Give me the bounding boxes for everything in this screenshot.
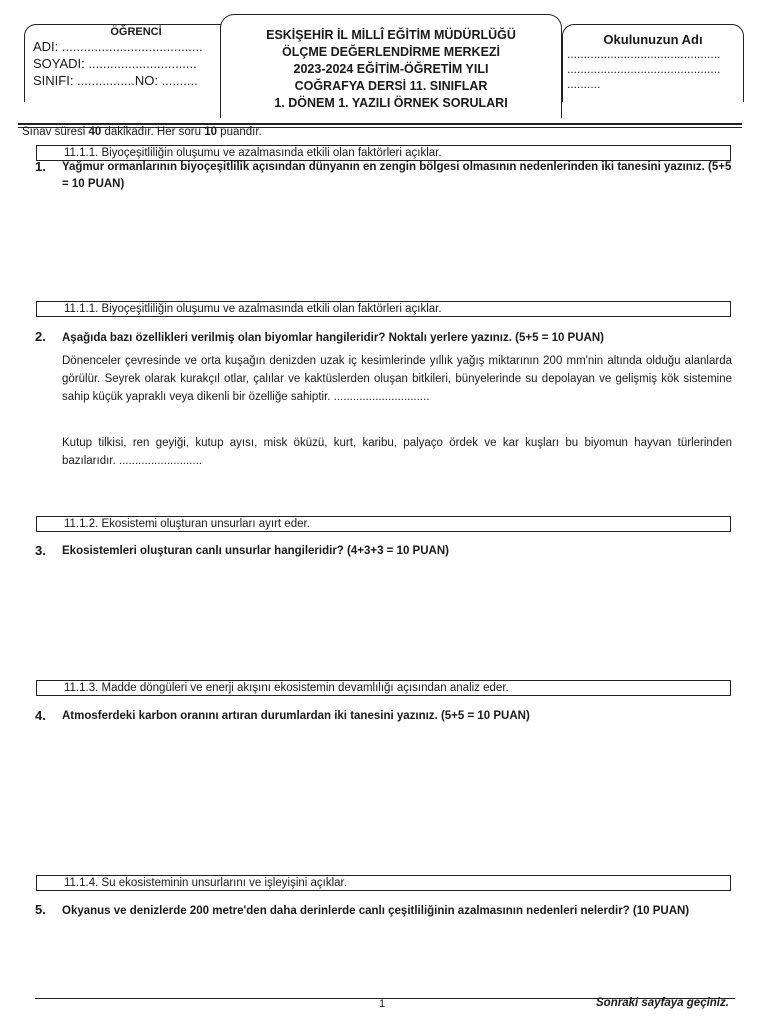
question-number: 5. <box>35 902 46 917</box>
question-number: 4. <box>35 708 46 723</box>
exam-info-middle: dakikadır. Her soru <box>101 126 205 138</box>
header-line-directorate: ESKİŞEHİR İL MİLLÎ EĞİTİM MÜDÜRLÜĞÜ <box>266 28 516 42</box>
exam-info-prefix: Sınav süresi <box>22 126 89 138</box>
next-page-note: Sonraki sayfaya geçiniz. <box>596 997 729 1009</box>
student-class-number-field[interactable]: SINIFI: ................NO: .......... <box>33 73 198 88</box>
school-name-line-3[interactable]: .......... <box>567 77 601 91</box>
school-name-box <box>562 24 744 102</box>
objective-box: 11.1.1. Biyoçeşitliliğin oluşumu ve azalmasında etkili olan faktörleri açıklar. <box>36 301 731 317</box>
page-number: 1 <box>379 998 386 1010</box>
question-number: 1. <box>35 159 46 174</box>
question-text: Yağmur ormanlarının biyoçeşitlilik açısından dünyanın en zengin bölgesi olmasının nedenlerinden iki tanesini yazınız. (5+5 = 10 PUAN) <box>62 161 732 190</box>
school-name-line-1[interactable]: .............................................. <box>567 47 721 61</box>
biome-description-1: Dönenceler çevresinde ve orta kuşağın denizden uzak iç kesimlerinde yıllık yağış miktarının 200 mm'nin altında olduğu alanlarda görülür. Seyrek olarak kurakçıl otlar, çalılar ve kaktüslerden oluşan bitkileri, bünyelerinde su depolayan ve gelişmiş kök sistemine sahip küçük yapraklı veya dikenli bir özelliğe sahiptir. .............................. <box>62 355 732 403</box>
objective-box: 11.1.2. Ekosistemi oluşturan unsurları ayırt eder. <box>36 516 731 532</box>
student-surname-field[interactable]: SOYADI: .............................. <box>33 56 197 71</box>
question-text: Okyanus ve denizlerde 200 metre'den daha derinlerde canlı çeşitliliğinin azalmasının nedenleri nelerdir? (10 PUAN) <box>62 905 690 917</box>
objective-box: 11.1.1. Biyoçeşitliliğin oluşumu ve azalmasında etkili olan faktörleri açıklar. <box>36 145 731 161</box>
header-divider <box>18 123 742 125</box>
answer-area-4[interactable] <box>62 730 732 870</box>
objective-box: 11.1.3. Madde döngüleri ve enerji akışını ekosistemin devamlılığı açısından analiz eder. <box>36 680 731 696</box>
question-text: Aşağıda bazı özellikleri verilmiş olan biyomlar hangileridir? Noktalı yerlere yazınız. (5+5 = 10 PUAN) <box>62 332 604 344</box>
school-box-title: Okulunuzun Adı <box>603 32 703 47</box>
header-line-exam: 1. DÖNEM 1. YAZILI ÖRNEK SORULARI <box>274 96 508 110</box>
header-line-course: COĞRAFYA DERSİ 11. SINIFLAR <box>294 79 488 93</box>
exam-info-suffix: puandır. <box>216 126 262 138</box>
objective-box: 11.1.4. Su ekosisteminin unsurlarını ve işleyişini açıklar. <box>36 875 731 891</box>
question-number: 3. <box>35 543 46 558</box>
exam-info <box>22 126 262 138</box>
question-text: Ekosistemleri oluşturan canlı unsurlar hangileridir? (4+3+3 = 10 PUAN) <box>62 545 449 557</box>
header-line-center: ÖLÇME DEĞERLENDİRME MERKEZİ <box>281 45 501 59</box>
student-box-title: ÖĞRENCİ <box>110 26 162 38</box>
answer-area-5[interactable] <box>62 925 732 990</box>
question-number: 2. <box>35 329 46 344</box>
exam-duration: 40 <box>88 126 102 138</box>
biome-description-2: Kutup tilkisi, ren geyiği, kutup ayısı, misk öküzü, kurt, karibu, palyaço ördek ve kar kuşları bu biyomun hayvan türlerinden bazılarıdır. .......................... <box>62 437 732 467</box>
answer-area-1[interactable] <box>62 195 732 295</box>
school-name-line-2[interactable]: .............................................. <box>567 62 721 76</box>
student-info-box <box>24 24 248 102</box>
exam-header-title <box>220 14 562 118</box>
student-name-field[interactable]: ADI: ....................................... <box>33 39 203 54</box>
header-line-year: 2023-2024 EĞİTİM-ÖĞRETİM YILI <box>293 62 489 76</box>
answer-area-3[interactable] <box>62 566 732 676</box>
question-text: Atmosferdeki karbon oranını artıran durumlardan iki tanesini yazınız. (5+5 = 10 PUAN) <box>62 710 530 722</box>
exam-points: 10 <box>204 126 217 138</box>
